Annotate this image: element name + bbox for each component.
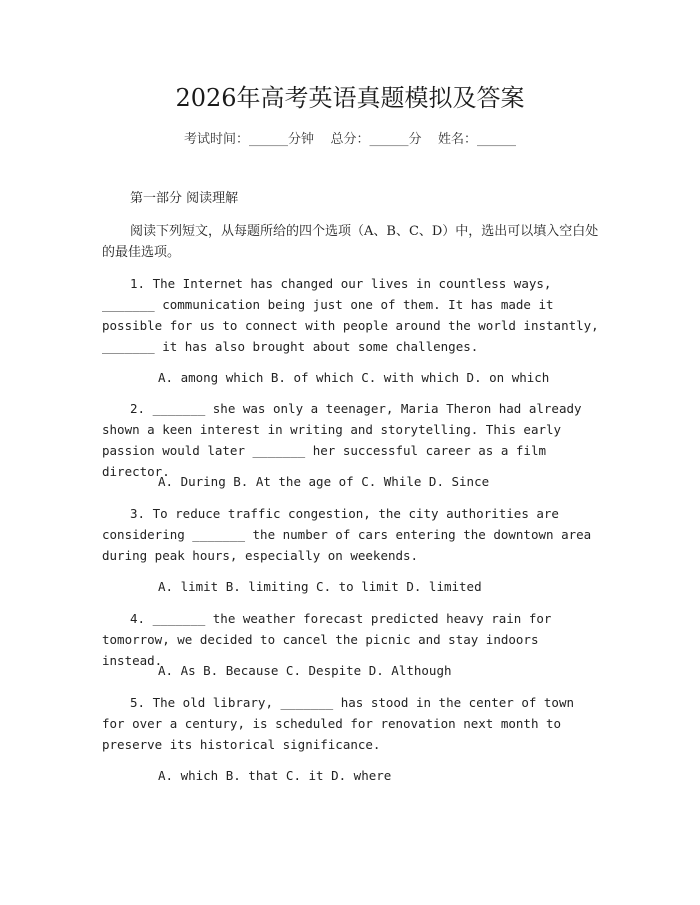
instructions: 阅读下列短文，从每题所给的四个选项（A、B、C、D）中，选出可以填入空白处的最佳选项。 [102,224,599,260]
question-1-options: A. among which B. of which C. with which D. on which [158,370,550,385]
question-4-options: A. As B. Because C. Despite D. Although [158,663,452,678]
page-title: 2026年高考英语真题模拟及答案 [175,84,525,112]
question-4: 4. _______ the weather forecast predicted heavy rain for tomorrow, we decided to cancel the picnic and stay indoors instead. [102,611,552,668]
section-title: 第一部分 阅读理解 [130,191,239,206]
question-2-options: A. During B. At the age of C. While D. Since [158,474,490,489]
question-3-options: A. limit B. limiting C. to limit D. limited [158,579,482,594]
exam-meta-line [0,130,700,150]
question-5-options: A. which B. that C. it D. where [158,768,392,783]
question-3: 3. To reduce traffic congestion, the city authorities are considering _______ the number of cars entering the downtown area during peak hours, especially on weekends. [102,506,592,563]
question-5: 5. The old library, _______ has stood in the center of town for over a century, is scheduled for renovation next month to preserve its historical significance. [102,695,575,752]
question-2: 2. _______ she was only a teenager, Maria Theron had already shown a keen interest in writing and storytelling. This early passion would later _______ her successful career as a film director. [102,401,582,479]
question-1: 1. The Internet has changed our lives in countless ways, _______ communication being just one of them. It has made it possible for us to connect with people around the world instantly, _______ it has also brought about some challenges. [102,276,599,354]
exam-meta-text: 考试时间：______分钟 总分：______分 姓名：______ [183,132,517,147]
